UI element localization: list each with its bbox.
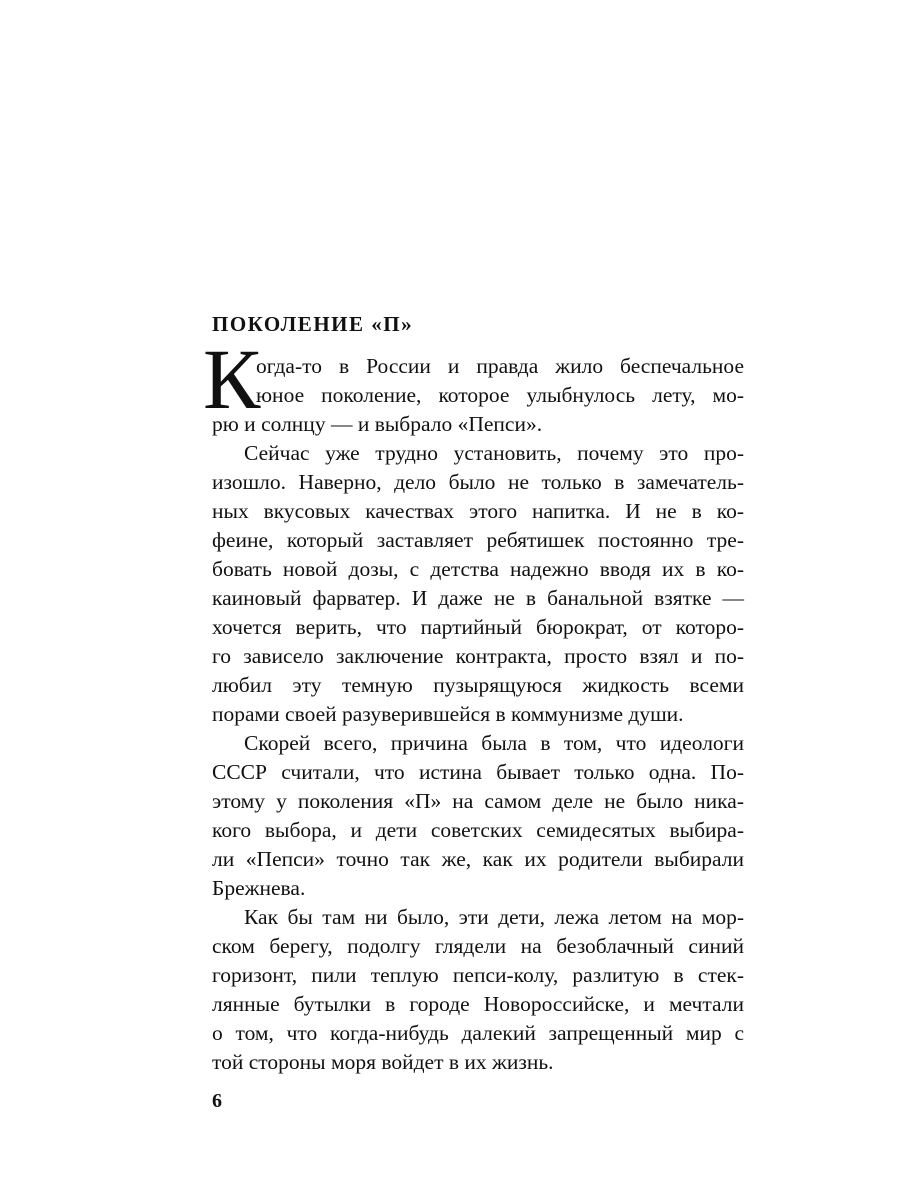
text-line: Скорей всего, причина была в том, что идеологи (244, 731, 744, 755)
text-line: го зависело заключение контракта, просто взял и по- (212, 644, 744, 668)
text-line: Брежнева. (212, 876, 306, 900)
text-line: Как бы там ни было, эти дети, лежа летом на мор- (244, 905, 744, 929)
text-line: этому у поколения «П» на самом деле не было ника- (212, 789, 744, 813)
text-line: горизонт, пили теплую пепси-колу, разлитую в стек- (212, 963, 744, 987)
text-line: ных вкусовых качествах этого напитка. И не в ко- (212, 499, 744, 523)
text-line: ском берегу, подолгу глядели на безоблачный синий (212, 934, 744, 958)
text-line: о том, что когда-нибудь далекий запрещенный мир с (212, 1021, 744, 1045)
page-number: 6 (212, 1090, 222, 1112)
text-line: любил эту темную пузырящуюся жидкость всеми (212, 673, 744, 697)
text-line: СССР считали, что истина бывает только одна. По- (212, 760, 744, 784)
text-line: той стороны моря войдет в их жизнь. (212, 1050, 554, 1074)
text-line: кого выбора, и дети советских семидесятых выбира- (212, 818, 744, 842)
text-line: каиновый фарватер. И даже не в банальной взятке — (212, 586, 744, 610)
text-line: хочется верить, что партийный бюрократ, от которо- (212, 615, 744, 639)
text-line: изошло. Наверно, дело было не только в замечатель- (212, 470, 744, 494)
text-line: порами своей разуверившейся в коммунизме души. (212, 702, 684, 726)
text-line: бовать новой дозы, с детства надежно вводя их в ко- (212, 557, 744, 581)
text-line: феине, который заставляет ребятишек постоянно тре- (212, 528, 744, 552)
drop-cap: К (203, 331, 261, 427)
text-line: лянные бутылки в городе Новороссийске, и мечтали (212, 992, 744, 1016)
text-line: огда-то в России и правда жило беспечальное (256, 354, 744, 378)
chapter-title: ПОКОЛЕНИЕ «П» (212, 312, 414, 336)
text-line: Сейчас уже трудно установить, почему это про- (244, 441, 744, 465)
text-line: ли «Пепси» точно так же, как их родители выбирали (212, 847, 744, 871)
text-line: юное поколение, которое улыбнулось лету, мо- (256, 383, 744, 407)
text-line: рю и солнцу — и выбрало «Пепси». (212, 412, 543, 436)
